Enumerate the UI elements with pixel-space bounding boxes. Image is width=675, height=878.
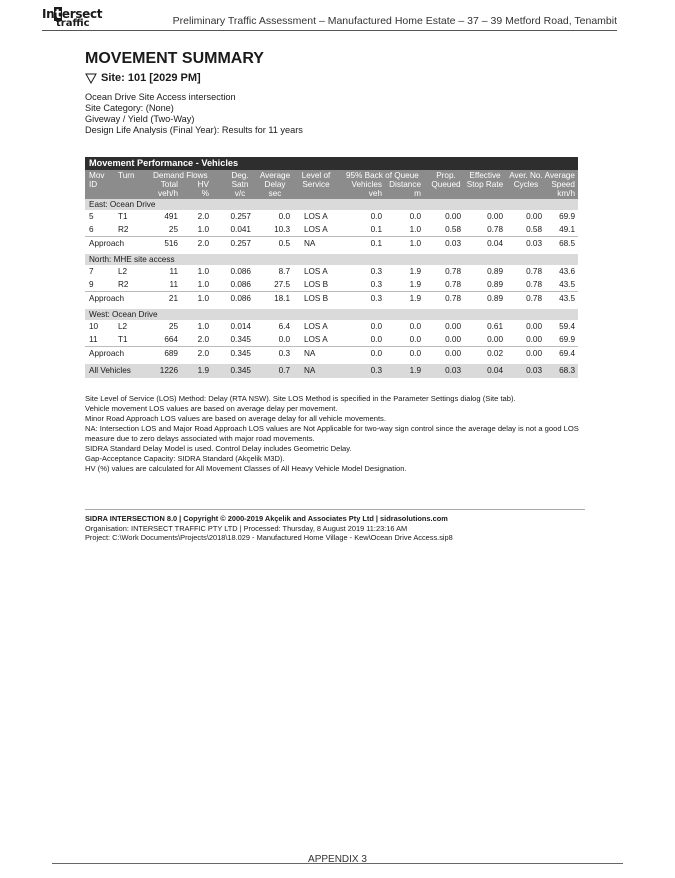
cell-hv-percent: 1.0 bbox=[197, 280, 209, 289]
movement-performance-table bbox=[85, 157, 578, 378]
cell-queue-distance: 0.0 bbox=[409, 322, 421, 331]
cell-deg-satn: 0.086 bbox=[230, 280, 251, 289]
logo-text-a: In bbox=[42, 7, 55, 21]
cell-queue-distance: 0.0 bbox=[409, 335, 421, 344]
header-distance: Distance m bbox=[389, 180, 421, 198]
appendix-label: APPENDIX 3 bbox=[308, 854, 367, 865]
all-vehicles-prop-queued: 0.03 bbox=[445, 366, 461, 375]
cell-cycles: 0.58 bbox=[526, 225, 542, 234]
cell-deg-satn: 0.345 bbox=[230, 335, 251, 344]
approach-cycles: 0.78 bbox=[526, 294, 542, 303]
table-body bbox=[85, 199, 578, 378]
header-total: Total veh/h bbox=[157, 180, 178, 198]
approach-avg-speed: 69.4 bbox=[559, 349, 575, 358]
header-divider bbox=[42, 30, 617, 31]
approach-hv-percent: 1.0 bbox=[197, 294, 209, 303]
cell-deg-satn: 0.257 bbox=[230, 212, 251, 221]
cell-avg-speed: 49.1 bbox=[559, 225, 575, 234]
note-line: Minor Road Approach LOS values are based on average delay for all vehicle movements. bbox=[85, 414, 386, 423]
cell-cycles: 0.78 bbox=[526, 267, 542, 276]
cell-prop-queued: 0.78 bbox=[445, 280, 461, 289]
cell-cycles: 0.00 bbox=[526, 212, 542, 221]
cell-avg-delay: 0.0 bbox=[278, 335, 290, 344]
approach-hv-percent: 2.0 bbox=[197, 349, 209, 358]
table-section-header: West: Ocean Drive bbox=[85, 309, 578, 320]
cell-hv-percent: 1.0 bbox=[197, 225, 209, 234]
all-vehicles-stop-rate: 0.04 bbox=[487, 366, 503, 375]
cell-avg-delay: 6.4 bbox=[278, 322, 290, 331]
note-line: Site Level of Service (LOS) Method: Delay (RTA NSW). Site LOS Method is specified in the Parameter Settings dialog (Site tab). bbox=[85, 394, 516, 403]
approach-stop-rate: 0.02 bbox=[487, 349, 503, 358]
header-mov: Mov ID bbox=[89, 171, 105, 189]
approach-label: Approach bbox=[89, 349, 125, 358]
cell-avg-speed: 43.5 bbox=[559, 280, 575, 289]
table-notes bbox=[85, 394, 585, 474]
note-line: Vehicle movement LOS values are based on average delay per movement. bbox=[85, 404, 338, 413]
cell-avg-delay: 0.0 bbox=[278, 212, 290, 221]
approach-queue-vehicles: 0.0 bbox=[370, 349, 382, 358]
approach-avg-speed: 43.5 bbox=[559, 294, 575, 303]
header-deg-satn: Deg. Satn v/c bbox=[231, 171, 249, 198]
cell-stop-rate: 0.89 bbox=[487, 280, 503, 289]
approach-row bbox=[85, 236, 578, 250]
approach-queue-distance: 1.0 bbox=[409, 239, 421, 248]
approach-row bbox=[85, 346, 578, 360]
all-vehicles-queue-distance: 1.9 bbox=[409, 366, 421, 375]
approach-label: Approach bbox=[89, 294, 125, 303]
approach-avg-speed: 68.5 bbox=[559, 239, 575, 248]
cell-total-flow: 11 bbox=[169, 280, 178, 289]
all-vehicles-queue-vehicles: 0.3 bbox=[370, 366, 382, 375]
cell-deg-satn: 0.086 bbox=[230, 267, 251, 276]
table-row bbox=[85, 333, 578, 346]
software-footer bbox=[85, 514, 453, 543]
approach-level-of-service: LOS B bbox=[304, 294, 329, 303]
header-queue: 95% Back of Queue bbox=[346, 171, 419, 180]
approach-avg-delay: 0.5 bbox=[278, 239, 290, 248]
cell-prop-queued: 0.78 bbox=[445, 267, 461, 276]
page-header-title: Preliminary Traffic Assessment – Manufactured Home Estate – 37 – 39 Metford Road, Tenambit bbox=[172, 15, 617, 27]
company-logo bbox=[42, 9, 102, 29]
table-title: Movement Performance - Vehicles bbox=[85, 157, 578, 170]
approach-queue-distance: 1.9 bbox=[409, 294, 421, 303]
header-los: Level of Service bbox=[301, 171, 331, 189]
approach-cycles: 0.03 bbox=[526, 239, 542, 248]
cell-stop-rate: 0.89 bbox=[487, 267, 503, 276]
footer-divider bbox=[85, 509, 585, 510]
cell-queue-vehicles: 0.0 bbox=[370, 212, 382, 221]
cell-queue-vehicles: 0.0 bbox=[370, 335, 382, 344]
note-line: HV (%) values are calculated for All Movement Classes of All Heavy Vehicle Model Designation. bbox=[85, 464, 407, 473]
cell-turn: L2 bbox=[118, 267, 128, 276]
approach-total-flow: 516 bbox=[164, 239, 178, 248]
header-hv: HV % bbox=[197, 180, 209, 198]
cell-turn: T1 bbox=[118, 335, 128, 344]
cell-hv-percent: 1.0 bbox=[197, 267, 209, 276]
cell-cycles: 0.78 bbox=[526, 280, 542, 289]
cell-queue-distance: 1.9 bbox=[409, 280, 421, 289]
table-row bbox=[85, 265, 578, 278]
all-vehicles-row bbox=[85, 364, 578, 378]
cell-avg-speed: 43.6 bbox=[559, 267, 575, 276]
cell-stop-rate: 0.00 bbox=[487, 335, 503, 344]
approach-stop-rate: 0.04 bbox=[487, 239, 503, 248]
cell-turn: R2 bbox=[118, 280, 129, 289]
approach-queue-distance: 0.0 bbox=[409, 349, 421, 358]
table-section-header: North: MHE site access bbox=[85, 254, 578, 265]
approach-deg-satn: 0.257 bbox=[230, 239, 251, 248]
cell-level-of-service: LOS A bbox=[304, 267, 328, 276]
table-row bbox=[85, 320, 578, 333]
cell-queue-vehicles: 0.0 bbox=[370, 322, 382, 331]
cell-prop-queued: 0.58 bbox=[445, 225, 461, 234]
page-title: MOVEMENT SUMMARY bbox=[85, 50, 264, 67]
approach-queue-vehicles: 0.3 bbox=[370, 294, 382, 303]
approach-cycles: 0.00 bbox=[526, 349, 542, 358]
cell-total-flow: 11 bbox=[169, 267, 178, 276]
cell-mov-id: 11 bbox=[89, 335, 98, 344]
cell-total-flow: 25 bbox=[168, 225, 178, 234]
header-speed: Average Speed km/h bbox=[544, 171, 575, 198]
approach-queue-vehicles: 0.1 bbox=[370, 239, 382, 248]
cell-stop-rate: 0.00 bbox=[487, 212, 503, 221]
header-demand: Demand Flows bbox=[153, 171, 208, 180]
header-vehicles: Vehicles veh bbox=[351, 180, 382, 198]
all-vehicles-hv-percent: 1.9 bbox=[197, 366, 209, 375]
table-header bbox=[85, 170, 578, 199]
cell-mov-id: 5 bbox=[89, 212, 94, 221]
table-section-header: East: Ocean Drive bbox=[85, 199, 578, 210]
approach-deg-satn: 0.086 bbox=[230, 294, 251, 303]
footer-copyright: SIDRA INTERSECTION 8.0 | Copyright © 2000-2019 Akçelik and Associates Pty Ltd | sidrasolutions.com bbox=[85, 514, 448, 523]
note-line: SIDRA Standard Delay Model is used. Control Delay includes Geometric Delay. bbox=[85, 444, 352, 453]
all-vehicles-label: All Vehicles bbox=[89, 366, 131, 375]
cell-prop-queued: 0.00 bbox=[445, 335, 461, 344]
cell-avg-delay: 8.7 bbox=[278, 267, 290, 276]
all-vehicles-total-flow: 1226 bbox=[159, 366, 178, 375]
header-cycles: Aver. No. Cycles bbox=[509, 171, 543, 189]
logo-t-mark: t bbox=[55, 7, 61, 21]
triangle-down-icon bbox=[85, 73, 97, 84]
logo-text-b: ersect bbox=[61, 7, 103, 21]
cell-turn: L2 bbox=[118, 322, 128, 331]
approach-level-of-service: NA bbox=[304, 239, 316, 248]
cell-mov-id: 6 bbox=[89, 225, 94, 234]
site-description bbox=[85, 92, 303, 136]
logo-text-c: raffic bbox=[60, 18, 90, 29]
cell-level-of-service: LOS A bbox=[304, 212, 328, 221]
cell-cycles: 0.00 bbox=[526, 335, 542, 344]
desc-line: Site Category: (None) bbox=[85, 103, 174, 113]
cell-mov-id: 10 bbox=[89, 322, 99, 331]
cell-queue-distance: 1.9 bbox=[409, 267, 421, 276]
cell-mov-id: 9 bbox=[89, 280, 94, 289]
all-vehicles-level-of-service: NA bbox=[304, 366, 316, 375]
cell-hv-percent: 2.0 bbox=[197, 335, 209, 344]
header-delay: Average Delay sec bbox=[259, 171, 291, 198]
all-vehicles-cycles: 0.03 bbox=[526, 366, 542, 375]
site-heading bbox=[85, 72, 201, 84]
approach-prop-queued: 0.03 bbox=[445, 239, 461, 248]
cell-queue-distance: 1.0 bbox=[409, 225, 421, 234]
all-vehicles-avg-speed: 68.3 bbox=[559, 366, 575, 375]
desc-line: Giveway / Yield (Two-Way) bbox=[85, 114, 195, 124]
cell-queue-vehicles: 0.3 bbox=[370, 280, 382, 289]
cell-cycles: 0.00 bbox=[526, 322, 542, 331]
cell-level-of-service: LOS A bbox=[304, 335, 328, 344]
cell-avg-speed: 69.9 bbox=[559, 335, 575, 344]
approach-avg-delay: 0.3 bbox=[278, 349, 290, 358]
approach-stop-rate: 0.89 bbox=[487, 294, 503, 303]
approach-level-of-service: NA bbox=[304, 349, 316, 358]
cell-mov-id: 7 bbox=[89, 267, 94, 276]
cell-deg-satn: 0.014 bbox=[230, 322, 251, 331]
cell-level-of-service: LOS A bbox=[304, 322, 328, 331]
header-turn: Turn bbox=[118, 171, 135, 180]
page-bottom-rule bbox=[52, 863, 623, 864]
cell-total-flow: 25 bbox=[168, 322, 178, 331]
cell-hv-percent: 2.0 bbox=[197, 212, 209, 221]
approach-total-flow: 689 bbox=[164, 349, 178, 358]
cell-queue-vehicles: 0.3 bbox=[370, 267, 382, 276]
cell-prop-queued: 0.00 bbox=[445, 212, 461, 221]
approach-prop-queued: 0.78 bbox=[445, 294, 461, 303]
cell-avg-speed: 69.9 bbox=[559, 212, 575, 221]
cell-level-of-service: LOS B bbox=[304, 280, 329, 289]
header-prop-queued: Prop. Queued bbox=[431, 171, 461, 189]
cell-turn: R2 bbox=[118, 225, 129, 234]
footer-organisation: Organisation: INTERSECT TRAFFIC PTY LTD | Processed: Thursday, 8 August 2019 11:23:16 AM bbox=[85, 523, 408, 533]
cell-avg-delay: 10.3 bbox=[274, 225, 290, 234]
table-row bbox=[85, 210, 578, 223]
cell-total-flow: 491 bbox=[164, 212, 178, 221]
all-vehicles-avg-delay: 0.7 bbox=[278, 366, 290, 375]
table-row bbox=[85, 223, 578, 236]
approach-label: Approach bbox=[89, 239, 125, 248]
desc-line: Ocean Drive Site Access intersection bbox=[85, 92, 236, 102]
cell-level-of-service: LOS A bbox=[304, 225, 328, 234]
approach-avg-delay: 18.1 bbox=[274, 294, 290, 303]
note-line: Gap-Acceptance Capacity: SIDRA Standard (Akçelik M3D). bbox=[85, 454, 285, 463]
all-vehicles-deg-satn: 0.345 bbox=[230, 366, 251, 375]
cell-hv-percent: 1.0 bbox=[197, 322, 209, 331]
desc-line: Design Life Analysis (Final Year): Results for 11 years bbox=[85, 125, 303, 135]
logo-t-mark-2: t bbox=[56, 18, 61, 29]
footer-project: Project: C:\Work Documents\Projects\2018\18.029 - Manufactured Home Village - Kew\Ocean Drive Access.sip8 bbox=[85, 533, 453, 542]
cell-stop-rate: 0.61 bbox=[487, 322, 503, 331]
cell-avg-speed: 59.4 bbox=[559, 322, 575, 331]
cell-deg-satn: 0.041 bbox=[230, 225, 251, 234]
cell-stop-rate: 0.78 bbox=[487, 225, 503, 234]
approach-prop-queued: 0.00 bbox=[445, 349, 461, 358]
cell-prop-queued: 0.00 bbox=[445, 322, 461, 331]
approach-total-flow: 21 bbox=[168, 294, 178, 303]
cell-queue-distance: 0.0 bbox=[409, 212, 421, 221]
approach-row bbox=[85, 291, 578, 305]
header-stop-rate: Effective Stop Rate bbox=[466, 171, 504, 189]
cell-total-flow: 664 bbox=[164, 335, 178, 344]
cell-avg-delay: 27.5 bbox=[274, 280, 290, 289]
approach-hv-percent: 2.0 bbox=[197, 239, 209, 248]
site-label: Site: 101 [2029 PM] bbox=[101, 72, 201, 84]
note-line: NA: Intersection LOS and Major Road Approach LOS values are Not Applicable for two-way sign control since the average delay is not a good LOS measure due to zero delays associated with major road movements. bbox=[85, 424, 579, 443]
table-row bbox=[85, 278, 578, 291]
cell-queue-vehicles: 0.1 bbox=[370, 225, 382, 234]
approach-deg-satn: 0.345 bbox=[230, 349, 251, 358]
cell-turn: T1 bbox=[118, 212, 128, 221]
